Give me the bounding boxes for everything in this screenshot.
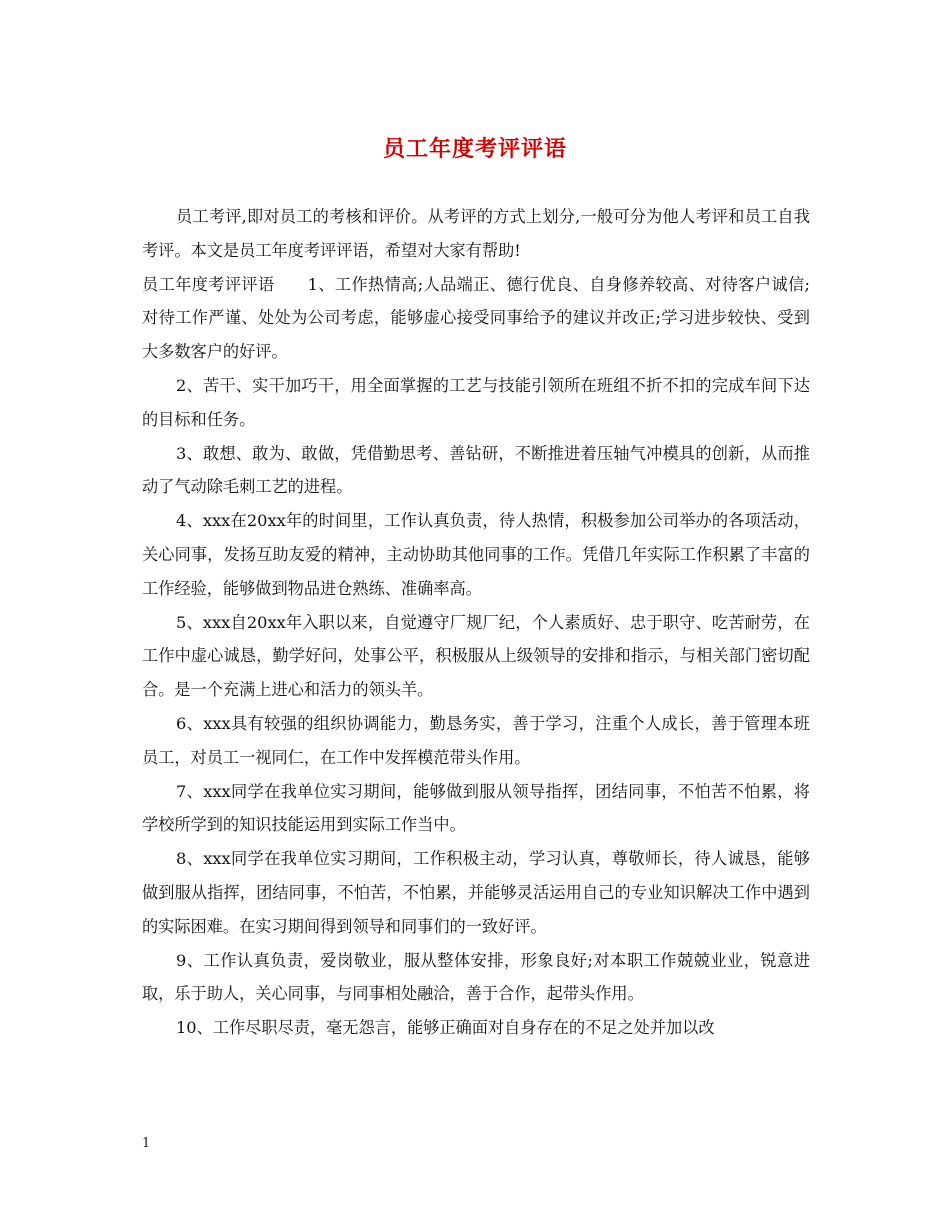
paragraph-item-8: 8、xxx同学在我单位实习期间，工作积极主动，学习认真，尊敬师长，待人诚恳，能够做到服从指挥，团结同事，不怕苦，不怕累，并能够灵活运用自己的专业知识解决工作中遇到的实际困难。在实习期间得到领导和同事们的一致好评。 — [142, 849, 810, 936]
paragraph-item-6: 6、xxx具有较强的组织协调能力，勤恳务实，善于学习，注重个人成长，善于管理本班员工，对员工一视同仁，在工作中发挥模范带头作用。 — [142, 713, 810, 767]
document-title: 员工年度考评评语 — [382, 136, 567, 162]
paragraph-item-7: 7、xxx同学在我单位实习期间，能够做到服从领导指挥，团结同事，不怕苦不怕累，将学校所学到的知识技能运用到实际工作当中。 — [142, 781, 810, 835]
paragraph-item-3: 3、敢想、敢为、敢做，凭借勤思考、善钻研，不断推进着压轴气冲模具的创新，从而推动了气动除毛刺工艺的进程。 — [142, 443, 810, 497]
paragraph-item-5: 5、xxx自20xx年入职以来，自觉遵守厂规厂纪，个人素质好、忠于职守、吃苦耐劳，在工作中虚心诚恳，勤学好问，处事公平，积极服从上级领导的安排和指示，与相关部门密切配合。是一个充满上进心和活力的领头羊。 — [142, 612, 810, 700]
paragraph-item-9: 9、工作认真负责，爱岗敬业，服从整体安排，形象良好;对本职工作兢兢业业，锐意进取，乐于助人，关心同事，与同事相处融洽，善于合作，起带头作用。 — [142, 950, 810, 1004]
paragraph-intro: 员工考评,即对员工的考核和评价。从考评的方式上划分,一般可分为他人考评和员工自我考评。本文是员工年度考评评语，希望对大家有帮助! — [142, 207, 810, 260]
paragraph-item-10: 10、工作尽职尽责，毫无怨言，能够正确面对自身存在的不足之处并加以改 — [176, 1018, 715, 1038]
paragraph-item-2: 2、苦干、实干加巧干，用全面掌握的工艺与技能引领所在班组不折不扣的完成车间下达的目标和任务。 — [142, 375, 810, 429]
paragraph-item-1: 员工年度考评评语 1、工作热情高;人品端正、德行优良、自身修养较高、对待客户诚信;对待工作严谨、处处为公司考虑，能够虚心接受同事给予的建议并改正;学习进步较快、受到大多数客户的好评。 — [142, 274, 810, 362]
paragraph-item-4: 4、xxx在20xx年的时间里，工作认真负责，待人热情，积极参加公司举办的各项活动，关心同事，发扬互助友爱的精神，主动协助其他同事的工作。凭借几年实际工作积累了丰富的工作经验，能够做到物品进仓熟练、准确率高。 — [142, 511, 810, 598]
page-number: 1 — [142, 1136, 151, 1151]
document-body — [142, 200, 810, 1045]
